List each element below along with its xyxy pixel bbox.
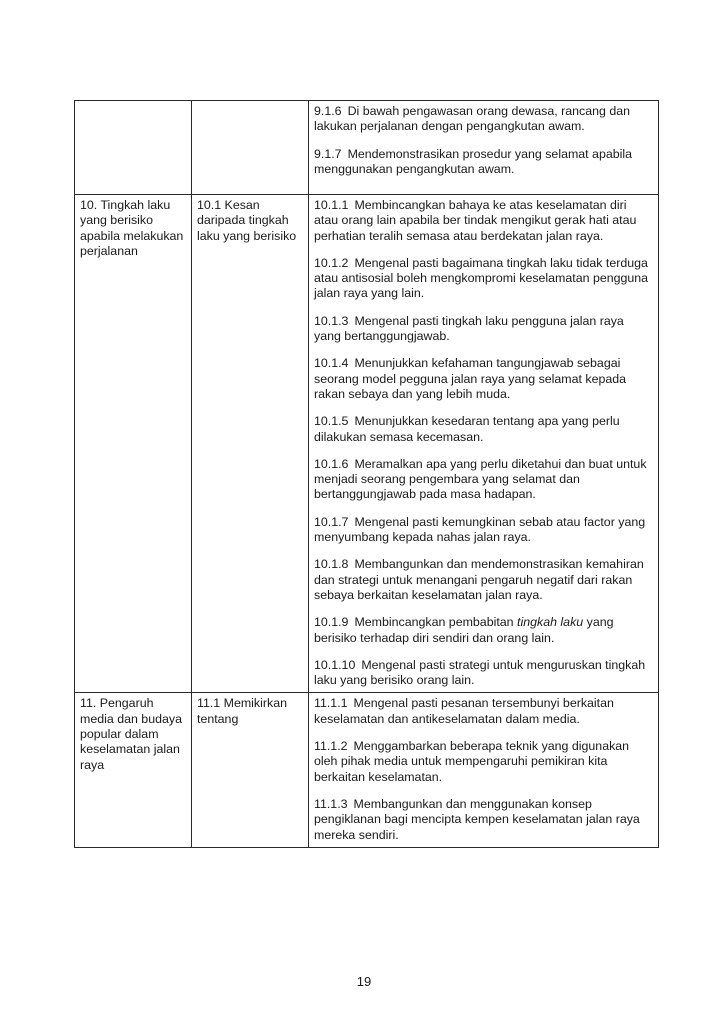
item-text-italic: tingkah laku	[517, 615, 584, 630]
item-code: 10.1.1	[314, 198, 349, 212]
learning-cell	[192, 693, 309, 847]
item-code: 10.1.6	[314, 456, 349, 471]
items-cell	[309, 195, 659, 693]
item-code: 11.1.2	[314, 739, 348, 754]
item-code: 10.1.7	[314, 514, 349, 529]
item-code: 11.1.1	[314, 696, 348, 711]
item-text: Membincangkan pembabitan	[354, 615, 514, 630]
standard-cell	[75, 101, 192, 195]
list-item	[314, 515, 654, 546]
list-item	[314, 557, 654, 603]
items-cell	[309, 101, 659, 195]
learning-cell	[192, 195, 309, 693]
item-text: Meramalkan apa yang perlu diketahui dan buat untuk menjadi seorang pengembara yang selamat dan bertanggungjawab pada masa hadapan.	[314, 456, 647, 502]
list-item	[314, 696, 654, 727]
item-text: Di bawah pengawasan orang dewasa, rancang dan lakukan perjalanan dengan pengangkutan awam.	[314, 104, 630, 134]
item-code: 10.1.5	[314, 414, 349, 429]
table-row	[75, 101, 659, 195]
item-text: Membincangkan bahaya ke atas keselamatan diri atau orang lain apabila ber tindak mengikut gerak hati atau perhatian teralih semasa atau berdekatan jalan raya.	[314, 198, 637, 243]
list-item	[314, 356, 654, 402]
page-number: 19	[356, 974, 372, 989]
standard-text: 10. Tingkah laku yang berisiko apabila melakukan perjalanan	[80, 198, 184, 258]
items-cell	[309, 693, 659, 847]
item-text: Mengenal pasti bagaimana tingkah laku tidak terduga atau antisosial boleh mengkompromi keselamatan pengguna jalan raya yang lain.	[314, 255, 649, 301]
standard-cell	[75, 195, 192, 693]
list-item	[314, 457, 654, 503]
item-code: 10.1.3	[314, 313, 349, 328]
item-code: 10.1.4	[314, 356, 349, 371]
list-item	[314, 739, 654, 785]
learning-cell	[192, 101, 309, 195]
learning-text: 11.1 Memikirkan tentang	[197, 696, 287, 726]
curriculum-table	[74, 100, 659, 848]
list-item	[314, 414, 654, 445]
learning-text: 10.1 Kesan daripada tingkah laku yang berisiko	[197, 198, 297, 243]
item-text: Mengenal pasti kemungkinan sebab atau factor yang menyumbang kepada nahas jalan raya.	[314, 514, 646, 545]
item-code: 10.1.10	[314, 657, 356, 672]
item-code: 11.1.3	[314, 796, 348, 811]
list-item	[314, 104, 654, 135]
item-text: Mendemonstrasikan prosedur yang selamat apabila menggunakan pengangkutan awam.	[314, 146, 633, 176]
item-code: 9.1.7	[314, 146, 342, 161]
list-item	[314, 314, 654, 345]
item-text: Menunjukkan kefahaman tangungjawab sebagai seorang model pegguna jalan raya yang selamat kepada rakan sebaya dan yang lebih muda.	[314, 356, 627, 401]
item-text: Mengenal pasti tingkah laku pengguna jalan raya yang bertanggungjawab.	[314, 313, 624, 344]
list-item	[314, 615, 654, 646]
item-text: Membangunkan dan menggunakan konsep pengiklanan bagi mencipta kempen keselamatan jalan raya mereka sendiri.	[314, 796, 640, 842]
list-item	[314, 198, 654, 244]
list-item	[314, 797, 654, 843]
item-text: Membangunkan dan mendemonstrasikan kemahiran dan strategi untuk menangani pengaruh negatif dari rakan sebaya berkaitan keselamatan jalan raya.	[314, 557, 644, 602]
item-code: 10.1.8	[314, 557, 349, 572]
item-text: yang berisiko terhadap diri sendiri dan orang lain.	[314, 615, 614, 645]
item-text: Menggambarkan beberapa teknik yang digunakan oleh pihak media untuk mempengaruhi pemikiran kita berkaitan keselamatan.	[314, 739, 630, 784]
table-row	[75, 693, 659, 847]
item-code: 10.1.2	[314, 255, 349, 270]
table-row	[75, 195, 659, 693]
list-item	[314, 256, 654, 302]
list-item	[314, 147, 654, 178]
standard-cell	[75, 693, 192, 847]
item-text: Mengenal pasti strategi untuk menguruskan tingkah laku yang berisiko orang lain.	[314, 657, 646, 688]
list-item	[314, 658, 654, 689]
item-text: Mengenal pasti pesanan tersembunyi berkaitan keselamatan dan antikeselamatan dalam media.	[314, 696, 614, 726]
item-code: 10.1.9	[314, 615, 349, 630]
standard-text: 11. Pengaruh media dan budaya popular dalam keselamatan jalan raya	[80, 696, 182, 772]
item-text: Menunjukkan kesedaran tentang apa yang perlu dilakukan semasa kecemasan.	[314, 414, 620, 444]
item-code: 9.1.6	[314, 104, 342, 118]
